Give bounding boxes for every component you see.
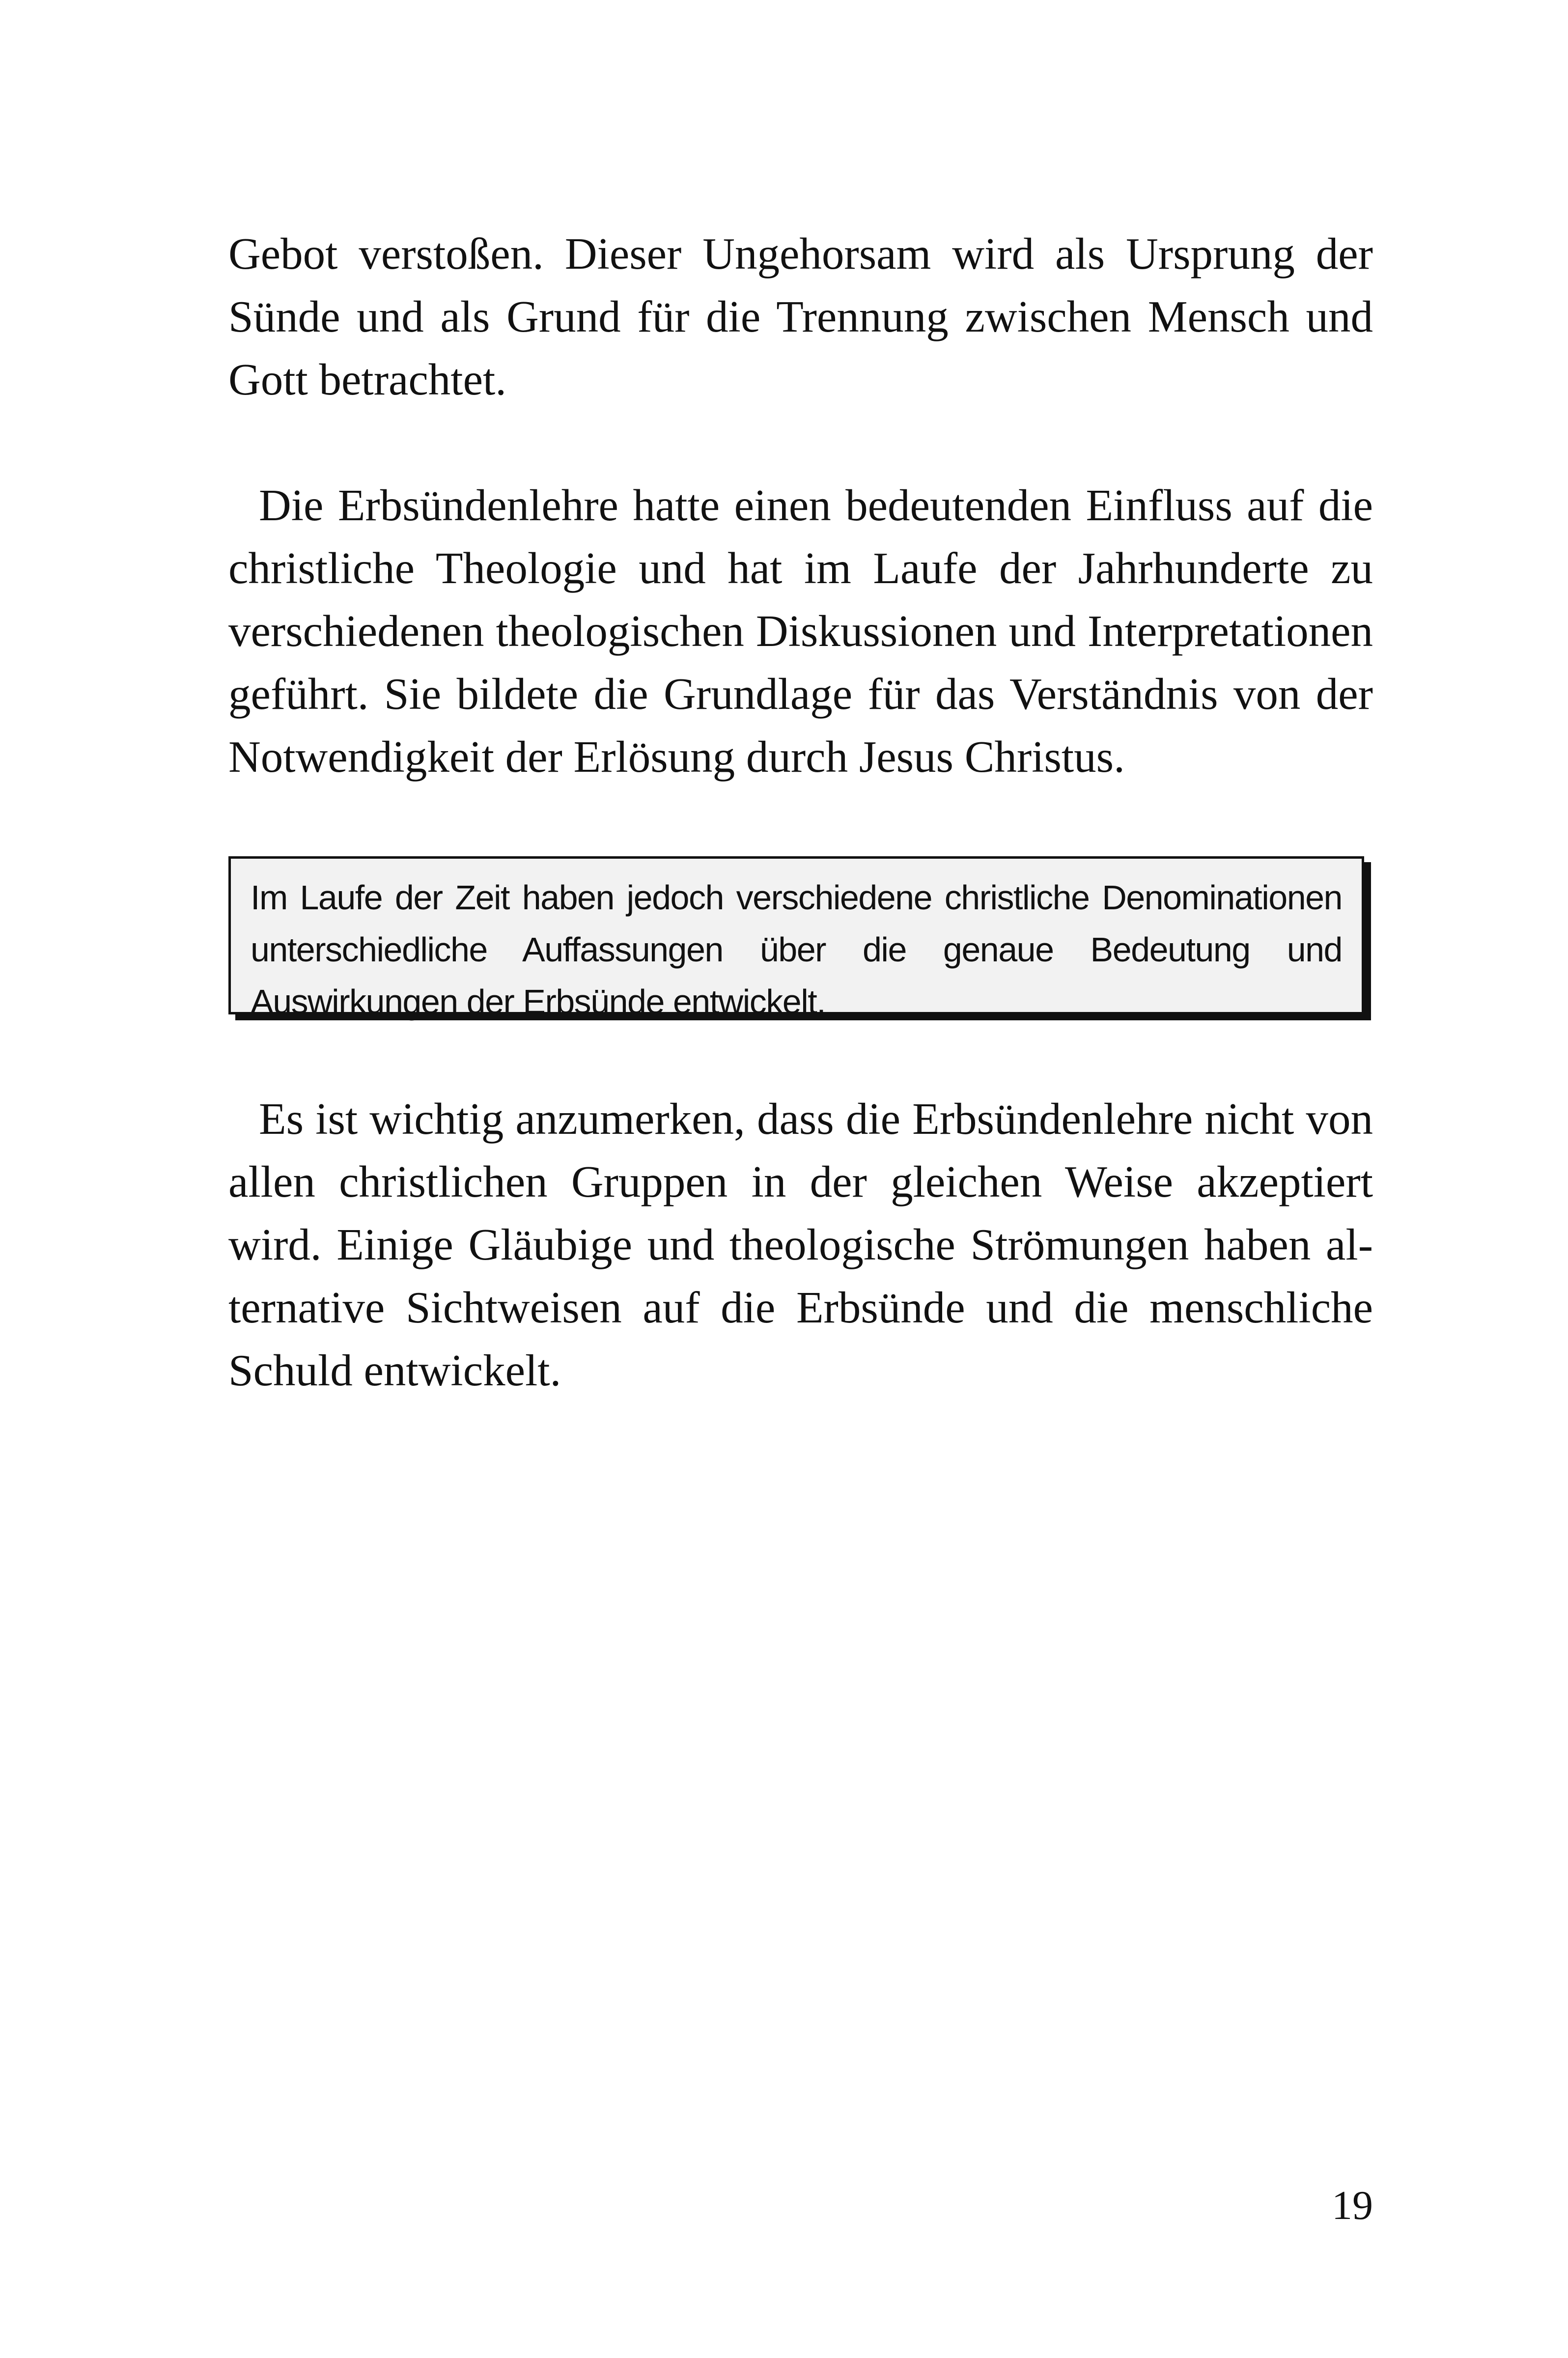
page-number: 19 bbox=[1332, 2183, 1373, 2228]
paragraph-1: Gebot verstoßen. Dieser Ungehorsam wird als Ursprung der Sünde und als Grund für die Trennung zwischen Mensch und Gott betrachtet. bbox=[228, 229, 1373, 404]
paragraph-2: Die Erbsündenlehre hatte einen bedeutenden Einfluss auf die christliche Theologie und hat im Laufe der Jahrhunderte zu verschiedenen theologischen Diskussionen und Interpretationen geführt. Sie bildete die Grundlage für das Verständnis von der Notwendigkeit der Erlösung durch Jesus Christus. bbox=[228, 480, 1373, 782]
callout-text: Im Laufe der Zeit haben jedoch verschiedene christliche Denominationen unterschiedliche Auffassungen über die genaue Bedeutung und Auswirkungen der Erbsünde entwickelt. bbox=[251, 878, 1342, 1021]
callout-box bbox=[228, 856, 1364, 1021]
paragraph-3: Es ist wichtig anzumerken, dass die Erbsündenlehre nicht von allen christlichen Gruppen in der gleichen Weise akzeptiert wird. Einige Gläubige und theologische Strömungen haben alternative Sichtweisen auf die Erbsünde und die menschliche Schuld entwickelt. bbox=[228, 1094, 1373, 1395]
